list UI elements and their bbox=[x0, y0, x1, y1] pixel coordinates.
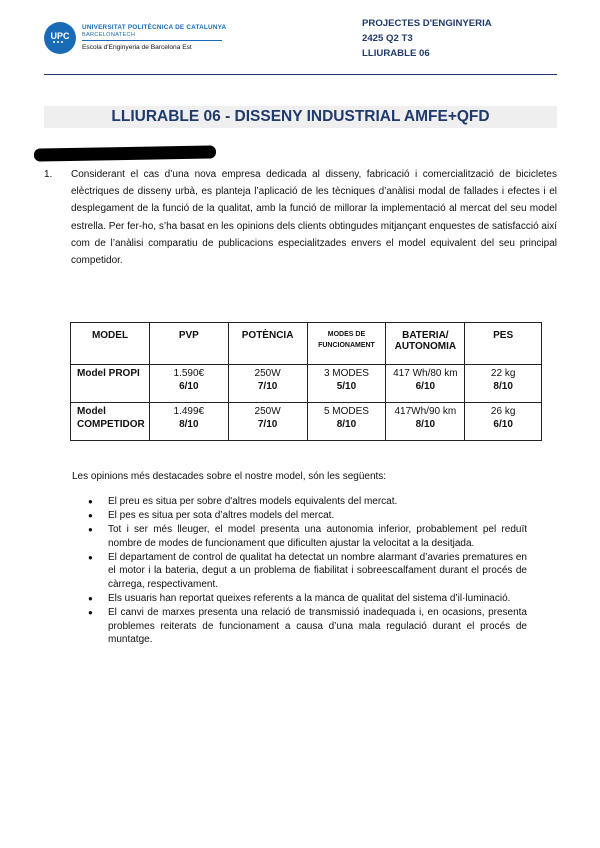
header-pvp: PVP bbox=[149, 323, 228, 365]
cell-value: 1.590€ bbox=[173, 368, 205, 379]
header-course-info bbox=[362, 16, 492, 61]
list-item: ● El departament de control de qualitat ha detectat un nombre alarmant d’avaries prematures en el motor i la bateria, degut a un problema de fiabilitat i sobreescalfament durant el procés de càrrega, respectivament. bbox=[72, 551, 527, 592]
table-cell bbox=[228, 403, 307, 441]
header-modes: MODES DE FUNCIONAMENT bbox=[307, 323, 386, 365]
logo-text: UPC bbox=[50, 31, 70, 41]
page-title: LLIURABLE 06 - DISSENY INDUSTRIAL AMFE+QFD bbox=[111, 108, 490, 125]
cell-score: 6/10 bbox=[179, 381, 199, 392]
university-name: UNIVERSITAT POLITÈCNICA DE CATALUNYA bbox=[82, 24, 227, 31]
header-model: MODEL bbox=[71, 323, 150, 365]
school-name: Escola d'Enginyeria de Barcelona Est bbox=[82, 44, 192, 51]
table-cell bbox=[149, 365, 228, 403]
statement-paragraph bbox=[44, 166, 557, 269]
cell-score: 5/10 bbox=[336, 381, 357, 392]
cell-score: 7/10 bbox=[257, 381, 278, 392]
assignment-label: LLIURABLE 06 bbox=[362, 48, 430, 59]
list-item: ● Tot i ser més lleuger, el model presenta una autonomia inferior, probablement pel reduït nombre de modes de funcionament que dificulten ajustar la velocitat a la desitjada. bbox=[72, 523, 527, 550]
list-item: ● El preu es situa per sobre d'altres models equivalents del mercat. bbox=[72, 495, 527, 509]
cell-value: 1.499€ bbox=[173, 406, 205, 417]
cell-value: 250W bbox=[254, 368, 281, 379]
header-bateria: BATERIA/ AUTONOMIA bbox=[386, 323, 465, 365]
opinions-list bbox=[72, 495, 527, 648]
table-row bbox=[71, 365, 542, 403]
row-model-name: Model PROPI bbox=[71, 365, 150, 403]
paragraph-number: 1. bbox=[44, 169, 53, 180]
table-row bbox=[71, 403, 542, 441]
logo-divider bbox=[82, 40, 222, 41]
redacted-name bbox=[34, 145, 216, 161]
cell-value: 5 MODES bbox=[323, 406, 369, 417]
cell-value: 417 Wh/80 km bbox=[393, 368, 458, 379]
opinions-intro: Les opinions més destacades sobre el nostre model, són les següents: bbox=[72, 471, 387, 482]
cell-score: 8/10 bbox=[415, 419, 436, 430]
page-header bbox=[44, 16, 557, 75]
cell-score: 6/10 bbox=[415, 381, 436, 392]
cell-value: 3 MODES bbox=[323, 368, 369, 379]
comparison-table bbox=[70, 322, 542, 441]
cell-value: 26 kg bbox=[490, 406, 516, 417]
cell-score: 6/10 bbox=[493, 419, 513, 430]
table-cell bbox=[386, 365, 465, 403]
university-tagline: BARCELONATECH bbox=[82, 32, 136, 38]
header-potencia: POTÈNCIA bbox=[228, 323, 307, 365]
table-cell bbox=[307, 365, 386, 403]
course-name: PROJECTES D'ENGINYERIA bbox=[362, 18, 492, 29]
course-group: 2425 Q2 T3 bbox=[362, 33, 413, 44]
list-item: ● Els usuaris han reportat queixes referents a la manca de qualitat del sistema d’il·luminació. bbox=[72, 592, 527, 606]
table-cell bbox=[465, 403, 542, 441]
table-header-row bbox=[71, 323, 542, 365]
cell-value: 250W bbox=[254, 406, 281, 417]
header-pes: PES bbox=[465, 323, 542, 365]
table-cell bbox=[307, 403, 386, 441]
list-item: ● El pes es situa per sota d’altres models del mercat. bbox=[72, 509, 527, 523]
row-model-name: Model COMPETIDOR bbox=[71, 403, 150, 441]
cell-value: 417Wh/90 km bbox=[394, 406, 457, 417]
cell-score: 8/10 bbox=[493, 381, 513, 392]
table-cell bbox=[465, 365, 542, 403]
paragraph-text: Considerant el cas d’una nova empresa dedicada al disseny, fabricació i comercialització de bicicletes elèctriques de disseny urbà, es planteja l’aplicació de les tècniques d’anàlisi modal de fallades i efectes i el desplegament de la funció de la qualitat, amb la funció de millorar la implementació al mercat del seu model estrella. Per fer-ho, s’ha basat en les opinions dels clients obtingudes mitjançant enquestes de satisfacció així com de l’anàlisi comparatiu de publicacions especialitzades envers el model equivalent del seu principal competidor. bbox=[71, 169, 557, 267]
list-item: ● El canvi de marxes presenta una relació de transmissió inadequada i, en ocasions, presenta problemes reiterats de funcionament a causa d’una mala regulació durant el procés de muntatge. bbox=[72, 606, 527, 647]
cell-score: 8/10 bbox=[179, 419, 199, 430]
table-cell bbox=[228, 365, 307, 403]
cell-score: 8/10 bbox=[336, 419, 357, 430]
cell-value: 22 kg bbox=[490, 368, 516, 379]
table-cell bbox=[149, 403, 228, 441]
table-cell bbox=[386, 403, 465, 441]
cell-score: 7/10 bbox=[257, 419, 278, 430]
